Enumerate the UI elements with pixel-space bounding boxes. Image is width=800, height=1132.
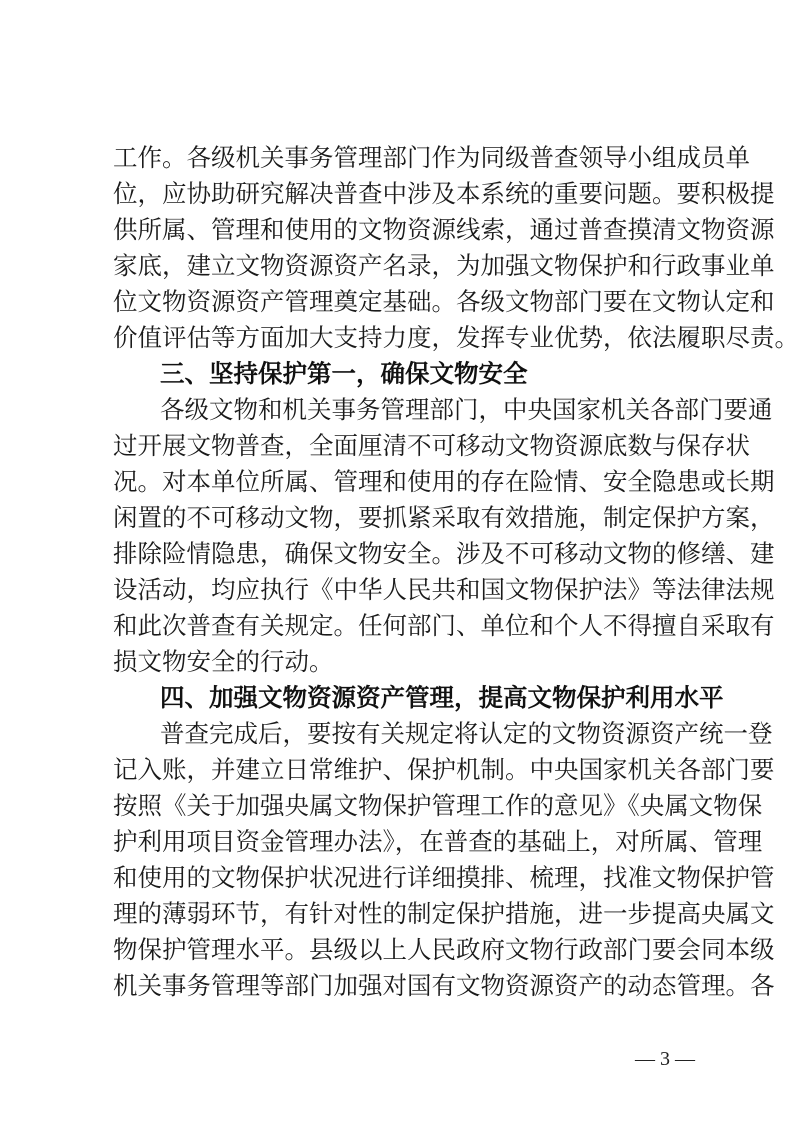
text-line: 工作。各级机关事务管理部门作为同级普查领导小组成员单	[113, 143, 750, 172]
text-line: 普查完成后，要按有关规定将认定的文物资源资产统一登	[160, 719, 773, 748]
page-number: — 3 —	[635, 1048, 695, 1070]
text-line: 家底，建立文物资源资产名录，为加强文物保护和行政事业单	[113, 251, 775, 280]
text-line: 过开展文物普查，全面厘清不可移动文物资源底数与保存状	[113, 431, 750, 460]
text-line: 理的薄弱环节，有针对性的制定保护措施，进一步提高央属文	[113, 899, 775, 928]
text-line: 位文物资源资产管理奠定基础。各级文物部门要在文物认定和	[113, 287, 775, 316]
text-line: 护利用项目资金管理办法》，在普查的基础上，对所属、管理	[113, 827, 763, 856]
text-line: 机关事务管理等部门加强对国有文物资源资产的动态管理。各	[113, 971, 775, 1000]
paragraph-section-3	[113, 392, 775, 680]
text-line: 供所属、管理和使用的文物资源线索，通过普查摸清文物资源	[113, 215, 775, 244]
text-line: 记入账，并建立日常维护、保护机制。中央国家机关各部门要	[113, 755, 775, 784]
text-line: 物保护管理水平。县级以上人民政府文物行政部门要会同本级	[113, 935, 775, 964]
text-line: 设活动，均应执行《中华人民共和国文物保护法》等法律法规	[113, 575, 775, 604]
paragraph-section-4	[113, 716, 775, 1004]
text-line: 按照《关于加强央属文物保护管理工作的意见》《央属文物保	[113, 791, 763, 820]
document-page	[113, 140, 799, 1004]
text-line: 和此次普查有关规定。任何部门、单位和个人不得擅自采取有	[113, 611, 775, 640]
text-line: 况。对本单位所属、管理和使用的存在险情、安全隐患或长期	[113, 467, 775, 496]
text-line: 闲置的不可移动文物，要抓紧采取有效措施，制定保护方案，	[113, 503, 775, 532]
text-line: 价值评估等方面加大支持力度，发挥专业优势，依法履职尽责。	[113, 323, 799, 352]
text-line: 和使用的文物保护状况进行详细摸排、梳理，找准文物保护管	[113, 863, 775, 892]
text-line: 排除险情隐患，确保文物安全。涉及不可移动文物的修缮、建	[113, 539, 775, 568]
text-line: 损文物安全的行动。	[113, 647, 334, 676]
section-heading-4: 四、加强文物资源资产管理，提高文物保护利用水平	[160, 683, 724, 712]
paragraph-continuation	[113, 140, 799, 356]
text-line: 位，应协助研究解决普查中涉及本系统的重要问题。要积极提	[113, 179, 775, 208]
text-line: 各级文物和机关事务管理部门，中央国家机关各部门要通	[160, 395, 773, 424]
section-heading-3: 三、坚持保护第一，确保文物安全	[160, 359, 528, 388]
